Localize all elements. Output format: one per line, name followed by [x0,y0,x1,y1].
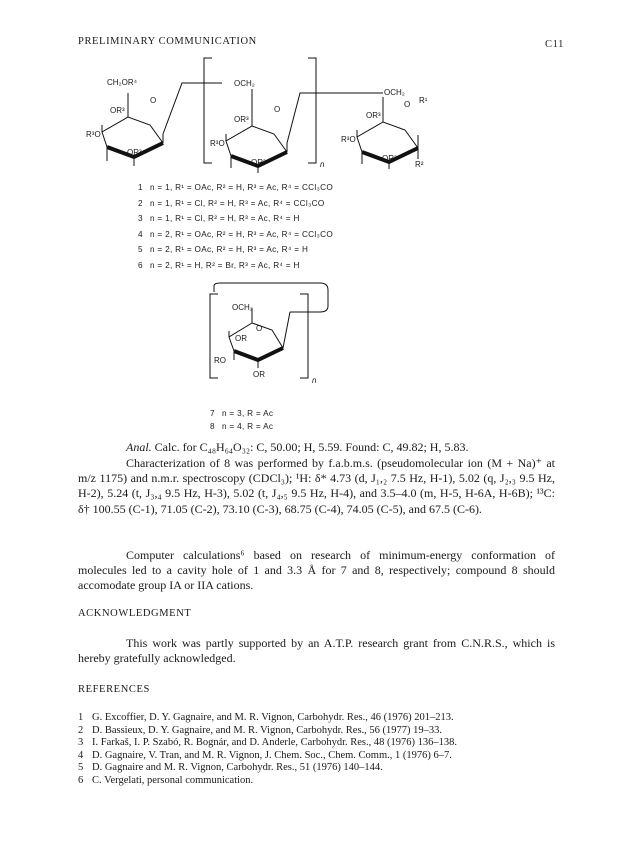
references-heading: REFERENCES [78,684,150,695]
sugar-ring-unit-1 [86,78,222,166]
compound-list-7-8 [210,409,273,435]
or-label: OR [235,334,247,343]
ch2or4-label: CH₂OR⁴ [107,78,138,87]
ro-label: RO [214,356,226,365]
compound-line: 4 n = 2, R¹ = OAc, R² = H, R³ = Ac, R⁴ = CCl₃CO [138,229,334,239]
repeat-bracket [204,58,325,169]
r2-label: R² [415,160,424,169]
analysis-paragraph: Anal. Calc. for C₄₈H₆₄O₃₂: C, 50.00; H, 5.59. Found: C, 49.82; H, 5.83. [126,440,469,454]
r3o-label: R³O [210,139,225,148]
och2-label: OCH₂ [234,79,255,88]
acknowledgment-heading: ACKNOWLEDGMENT [78,608,192,619]
och2-label: OCH₂ [384,88,405,97]
reference-item: 5 D. Gagnaire and M. R. Vignon, Carbohydr. Res., 51 (1976) 140–144. [78,762,383,774]
page-number: C11 [545,39,564,50]
sugar-ring-unit-3 [341,88,428,169]
compound-line: 8 n = 4, R = Ac [210,422,274,431]
r3o-label: R³O [86,130,101,139]
characterization-paragraph: Characterization of 8 was performed by f.a.b.m.s. (pseudomolecular ion (M + Na)⁺ at m/z 1175) and n.m.r. spectroscopy (CDCl₃); ¹H: δ* 4.73 (d, J₁,₂ 7.5 Hz, H-1), 5.02 (q, J₂,₃ 9.5 Hz, H-2), 5.24 (t, J₃,₄ 9.5 Hz, H-3), 5.02 (t, J₄,₅ 9.5 Hz, H-4), and 3.5–4.0 (m, H-5, H-6A, H-6B); ¹³C: δ† 100.55 (C-1), 71.05 (C-2), 73.10 (C-3), 68.75 (C-4), 74.05 (C-5), and 67.5 (C-6). [78,456,555,516]
r1-label: R¹ [419,96,428,105]
or3-label: OR³ [110,106,125,115]
compound-line: 5 n = 2, R¹ = OAc, R² = H, R³ = Ac, R⁴ = H [138,245,309,255]
compound-line: 2 n = 1, R¹ = Cl, R² = H, R³ = Ac, R⁴ = CCl₃CO [138,198,325,208]
oligosaccharide-structure-diagram [0,55,624,180]
compound-line: 6 n = 2, R¹ = H, R² = Br, R³ = Ac, R⁴ = H [138,260,300,270]
repeat-n-label: n [312,376,317,385]
compound-list-1-6 [138,183,333,277]
ring-oxygen-label: O [404,100,411,109]
or3-label: OR³ [251,158,266,167]
compound-line: 3 n = 1, R¹ = Cl, R² = H, R³ = Ac, R⁴ = H [138,214,300,224]
ring-oxygen-label: O [256,324,263,333]
compound-line: 7 n = 3, R = Ac [210,409,274,418]
reference-item: 2 D. Bassieux, D. Y. Gagnaire, and M. R. Vignon, Carbohydr. Res., 56 (1977) 19–33. [78,724,443,736]
repeat-n-label: n [320,160,325,169]
or-label: OR [253,370,265,379]
reference-item: 1 G. Excoffier, D. Y. Gagnaire, and M. R. Vignon, Carbohydr. Res., 46 (1976) 201–213. [78,712,454,723]
reference-item: 4 D. Gagnaire, V. Tran, and M. R. Vignon, J. Chem. Soc., Chem. Comm., 1 (1976) 6–7. [78,749,452,761]
reference-list [78,712,555,788]
or3-label: OR³ [382,154,397,163]
ring-oxygen-label: O [274,105,281,114]
or3-label: OR³ [366,111,381,120]
or3-label: OR³ [127,148,142,157]
sugar-ring-unit-2 [210,79,348,173]
r3o-label: R³O [341,135,356,144]
running-title: PRELIMINARY COMMUNICATION [78,36,257,47]
reference-item: 3 I. Farkaš, I. P. Szabó, R. Bognár, and D. Anderle, Carbohydr. Res., 48 (1976) 136–138. [78,737,457,749]
compound-line: 1 n = 1, R¹ = OAc, R² = H, R³ = Ac, R⁴ = CCl₃CO [138,183,334,192]
or3-label: OR³ [234,115,249,124]
reference-item: 6 C. Vergelati, personal communication. [78,774,254,786]
acknowledgment-text: This work was partly supported by an A.T.P. research grant from C.N.R.S., which is hereby gratefully acknowledged. [78,636,555,666]
ring-oxygen-label: O [150,96,157,105]
cyclic-oligosaccharide-diagram [0,280,624,388]
och2-label: OCH₂ [232,303,253,312]
computer-calculation-paragraph: Computer calculations⁶ based on research of minimum-energy conformation of molecules led to a cavity hole of 1 and 3.3 Å for 7 and 8, respectively; compound 8 should accomodate group IA or IIA cations. [78,548,555,593]
